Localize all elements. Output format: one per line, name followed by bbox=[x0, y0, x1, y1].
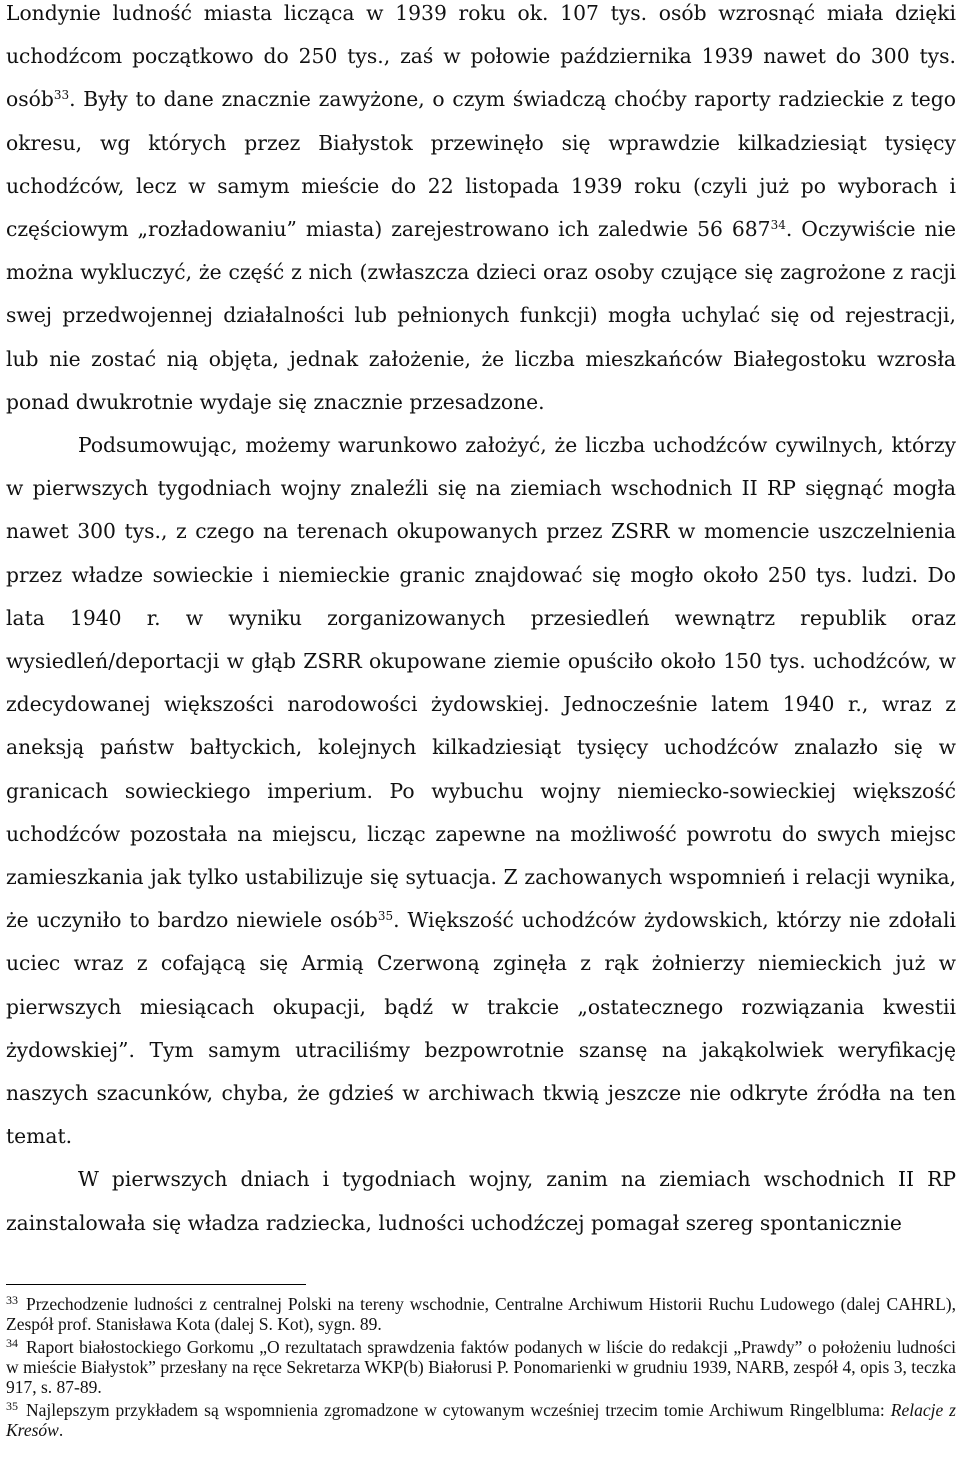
footnotes-section bbox=[6, 1284, 956, 1443]
footnote-ref-34[interactable]: 34 bbox=[770, 218, 786, 233]
document-page bbox=[6, 0, 956, 1245]
paragraph-2 bbox=[6, 424, 956, 1158]
paragraph-text: . Były to dane znacznie zawyżone, o czym świadczą choćby raporty radzieckie z tego okresu, wg których przez Białystok przewinęło się wprawdzie kilkadziesiąt tysięcy uchodźców, lecz w samym mieście do 22 listopada 1939 roku (czyli już po wyborach i częściowym „rozładowaniu” miasta) zarejestrowano ich zaledwie 56 687 bbox=[6, 87, 956, 242]
footnote-text: Najlepszym przykładem są wspomnienia zgromadzone w cytowanym wcześniej trzecim tomie Archiwum Ringelbluma: bbox=[26, 1400, 891, 1420]
footnote-text: Przechodzenie ludności z centralnej Polski na tereny wschodnie, Centralne Archiwum Historii Ruchu Ludowego (dalej CAHRL), Zespół prof. Stanisława Kota (dalej S. Kot), sygn. 89. bbox=[6, 1294, 956, 1334]
paragraph-1 bbox=[6, 0, 956, 424]
paragraph-text: W pierwszych dniach i tygodniach wojny, zanim na ziemiach wschodnich II RP zainstalowała się władza radziecka, ludności uchodźczej pomagał szereg spontanicznie bbox=[6, 1167, 956, 1235]
footnote-34 bbox=[6, 1337, 956, 1397]
paragraph-text: . Oczywiście nie można wykluczyć, że część z nich (zwłaszcza dzieci oraz osoby czujące się zagrożone z racji swej przedwojennej działalności lub pełnionych funkcji) mogła uchylać się od rejestracji, lub nie zostać nią objęta, jednak założenie, że liczba mieszkańców Białegostoku wzrosła ponad dwukrotnie wydaje się znacznie przesadzone. bbox=[6, 217, 957, 414]
footnote-number: 33 bbox=[6, 1293, 18, 1307]
paragraph-text: . Większość uchodźców żydowskich, którzy nie zdołali uciec wraz z cofającą się Armią Czerwoną zginęła z rąk żołnierzy niemieckich już w pierwszych miesiącach okupacji, bądź w trakcie „ostatecznego rozwiązania kwestii żydowskiej”. Tym samym utraciliśmy bezpowrotnie szansę na jakąkolwiek weryfikację naszych szacunków, chyba, że gdzieś w archiwach tkwią jeszcze nie odkryte źródła na ten temat. bbox=[6, 908, 956, 1149]
paragraph-text: Londynie ludność miasta licząca w 1939 roku ok. 107 tys. osób wzrosnąć miała dzięki uchodźcom początkowo do 250 tys., zaś w połowie października 1939 nawet do 300 tys. osób bbox=[6, 1, 956, 112]
footnote-ref-35[interactable]: 35 bbox=[377, 909, 394, 924]
paragraph-3 bbox=[6, 1158, 956, 1244]
footnote-number: 35 bbox=[6, 1399, 18, 1413]
paragraph-text: Podsumowując, możemy warunkowo założyć, że liczba uchodźców cywilnych, którzy w pierwszych tygodniach wojny znaleźli się na ziemiach wschodnich II RP sięgnąć mogła nawet 300 tys., z czego na terenach okupowanych przez ZSRR w momencie uszczelnienia przez władze sowieckie i niemieckie granic znajdować się mogło około 250 tys. ludzi. Do lata 1940 r. w wyniku zorganizowanych przesiedleń wewnątrz republik oraz wysiedleń/deportacji w głąb ZSRR okupowane ziemie opuściło około 150 tys. uchodźców, w zdecydowanej większości narodowości żydowskiej. Jednocześnie latem 1940 r., wraz z aneksją państw bałtyckich, kolejnych kilkadziesiąt tysięcy uchodźców znalazło się w granicach sowieckiego imperium. Po wybuchu wojny niemiecko-sowieckiej większość uchodźców pozostała na miejscu, licząc zapewne na możliwość powrotu do swych miejsc zamieszkania jak tylko ustabilizuje się sytuacja. Z zachowanych wspomnień i relacji wynika, że uczyniło to bardzo niewiele osób bbox=[6, 433, 956, 933]
footnote-ref-33[interactable]: 33 bbox=[53, 88, 70, 103]
footnote-separator bbox=[6, 1284, 306, 1285]
footnote-text: Raport białostockiego Gorkomu „O rezultatach sprawdzenia faktów podanych w liście do redakcji „Prawdy” o położeniu ludności w mieście Białystok” przesłany na ręce Sekretarza WKP(b) Białorusi P. Ponomarienki w grudniu 1939, NARB, zespół 4, opis 3, teczka 917, s. 87-89. bbox=[6, 1337, 956, 1397]
footnote-35 bbox=[6, 1400, 956, 1440]
footnote-end: . bbox=[58, 1420, 64, 1440]
footnote-title: Relacje z Kresów bbox=[6, 1400, 956, 1440]
footnote-number: 34 bbox=[6, 1336, 18, 1350]
footnote-33 bbox=[6, 1294, 956, 1334]
